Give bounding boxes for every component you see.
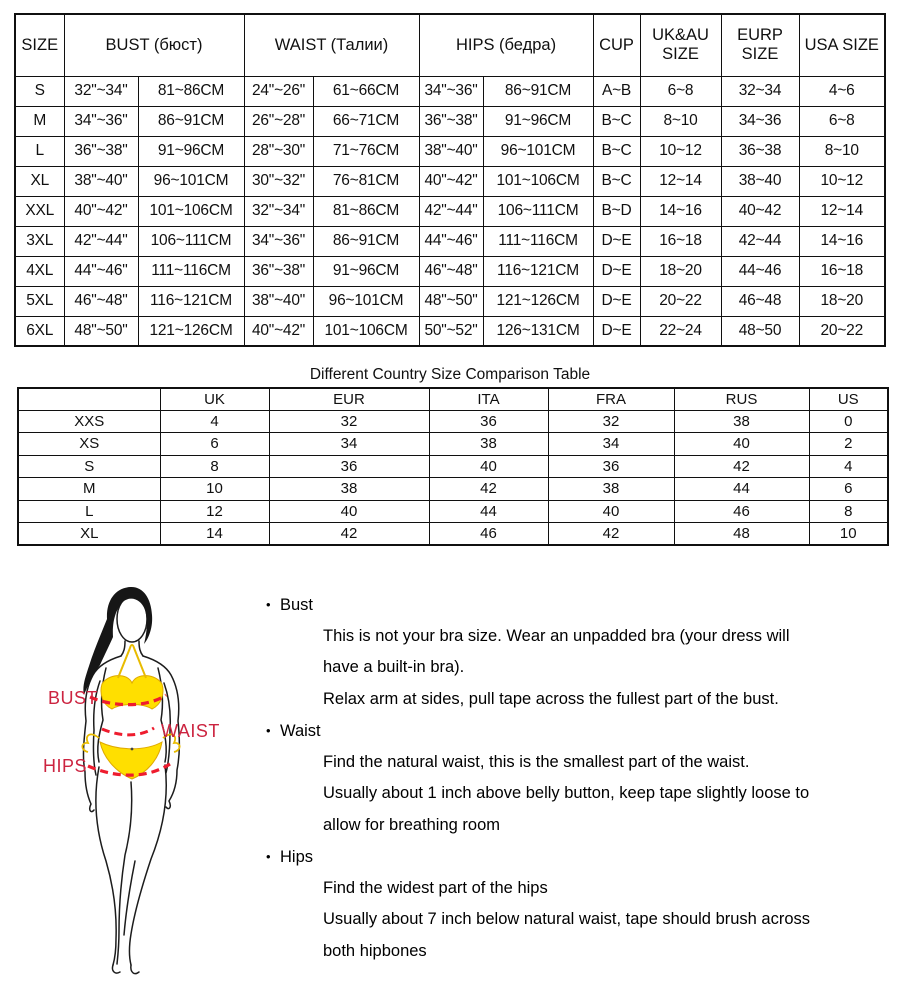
waist-inch-cell: 26"~28" [244,106,313,136]
waist-inch-cell: 40"~42" [244,316,313,346]
hips-cm-cell: 121~126CM [483,286,593,316]
hips-inch-cell: 44"~46" [419,226,483,256]
comparison-header-row [18,388,888,410]
col-header-usa-size: USA SIZE [799,14,885,76]
col-header-fra: FRA [548,388,674,410]
waist-cm-cell: 101~106CM [313,316,419,346]
eur-value-cell: 34 [269,433,429,456]
eurp-size-cell: 46~48 [721,286,799,316]
size-table-header-row [15,14,885,76]
eur-value-cell: 36 [269,455,429,478]
fra-value-cell: 34 [548,433,674,456]
bust-cm-cell: 111~116CM [138,256,244,286]
hips-cm-cell: 106~111CM [483,196,593,226]
rus-value-cell: 46 [674,500,809,523]
rus-value-cell: 40 [674,433,809,456]
waist-cm-cell: 76~81CM [313,166,419,196]
hips-cm-cell: 126~131CM [483,316,593,346]
fra-value-cell: 42 [548,523,674,546]
comparison-row [18,478,888,501]
us-value-cell: 6 [809,478,888,501]
col-header-rus: RUS [674,388,809,410]
hips-inch-cell: 36"~38" [419,106,483,136]
cup-cell: B~C [593,166,640,196]
fra-value-cell: 38 [548,478,674,501]
col-header-waist: WAIST (Талии) [244,14,419,76]
bullet-icon: • [266,849,271,864]
waist-inch-cell: 24"~26" [244,76,313,106]
usa-size-cell: 20~22 [799,316,885,346]
eur-value-cell: 38 [269,478,429,501]
waist-measure-line [102,728,154,735]
bust-inch-cell: 34"~36" [64,106,138,136]
hips-inch-cell: 48"~50" [419,286,483,316]
waist-inch-cell: 38"~40" [244,286,313,316]
hips-cm-cell: 101~106CM [483,166,593,196]
size-label-cell: 3XL [15,226,64,256]
eurp-size-cell: 42~44 [721,226,799,256]
hips-inch-cell: 38"~40" [419,136,483,166]
guide-text-line: Find the widest part of the hips [323,878,548,897]
size-label-cell: 4XL [15,256,64,286]
ukau-size-cell: 10~12 [640,136,721,166]
usa-size-cell: 6~8 [799,106,885,136]
usa-size-cell: 18~20 [799,286,885,316]
us-value-cell: 2 [809,433,888,456]
comparison-row [18,523,888,546]
waist-cm-cell: 91~96CM [313,256,419,286]
cup-cell: B~C [593,136,640,166]
guide-section-name: Waist [280,722,321,740]
col-header-size: SIZE [15,14,64,76]
ita-value-cell: 36 [429,410,548,433]
rus-value-cell: 44 [674,478,809,501]
bust-inch-cell: 44"~46" [64,256,138,286]
bust-cm-cell: 96~101CM [138,166,244,196]
fra-value-cell: 36 [548,455,674,478]
ita-value-cell: 44 [429,500,548,523]
measurement-figure-illustration [22,570,242,980]
comparison-size-label: M [18,478,160,501]
bust-inch-cell: 38"~40" [64,166,138,196]
rus-value-cell: 48 [674,523,809,546]
bullet-icon: • [266,723,271,738]
size-table-row [15,76,885,106]
cup-cell: D~E [593,256,640,286]
usa-size-cell: 10~12 [799,166,885,196]
us-value-cell: 8 [809,500,888,523]
comparison-row [18,433,888,456]
size-table-row [15,166,885,196]
cup-cell: B~D [593,196,640,226]
eurp-size-cell: 36~38 [721,136,799,166]
bullet-icon: • [266,597,271,612]
guide-section-title [266,589,894,621]
comparison-row [18,455,888,478]
comparison-size-label: XL [18,523,160,546]
us-value-cell: 0 [809,410,888,433]
col-header-ukau-size: UK&AU SIZE [640,14,721,76]
size-table-row [15,196,885,226]
hips-cm-cell: 111~116CM [483,226,593,256]
size-table-row [15,106,885,136]
hips-cm-cell: 86~91CM [483,76,593,106]
cup-cell: D~E [593,226,640,256]
us-value-cell: 4 [809,455,888,478]
waist-cm-cell: 86~91CM [313,226,419,256]
bust-inch-cell: 48"~50" [64,316,138,346]
bust-cm-cell: 121~126CM [138,316,244,346]
comparison-row [18,410,888,433]
ukau-size-cell: 8~10 [640,106,721,136]
guide-text-line: Find the natural waist, this is the smallest part of the waist. [323,752,750,771]
waist-inch-cell: 28"~30" [244,136,313,166]
ita-value-cell: 40 [429,455,548,478]
guide-section-title [266,715,894,747]
bust-cm-cell: 91~96CM [138,136,244,166]
bust-cm-cell: 81~86CM [138,76,244,106]
usa-size-cell: 8~10 [799,136,885,166]
ita-value-cell: 38 [429,433,548,456]
bust-label: BUST [48,688,99,708]
guide-section-bust [266,589,894,715]
waist-cm-cell: 66~71CM [313,106,419,136]
fra-value-cell: 40 [548,500,674,523]
comparison-size-label: XXS [18,410,160,433]
ita-value-cell: 42 [429,478,548,501]
waist-cm-cell: 81~86CM [313,196,419,226]
ukau-size-cell: 6~8 [640,76,721,106]
guide-text-line: Usually about 1 inch above belly button, keep tape slightly loose to [323,784,810,802]
size-table [14,13,886,347]
fra-value-cell: 32 [548,410,674,433]
size-table-row [15,136,885,166]
usa-size-cell: 12~14 [799,196,885,226]
usa-size-cell: 4~6 [799,76,885,106]
ukau-size-cell: 14~16 [640,196,721,226]
usa-size-cell: 14~16 [799,226,885,256]
comparison-table [17,387,889,546]
rus-value-cell: 42 [674,455,809,478]
bust-cm-cell: 86~91CM [138,106,244,136]
size-label-cell: S [15,76,64,106]
size-label-cell: M [15,106,64,136]
guide-section-title [266,841,894,873]
rus-value-cell: 38 [674,410,809,433]
waist-label: WAIST [161,721,220,741]
uk-value-cell: 6 [160,433,269,456]
waist-cm-cell: 61~66CM [313,76,419,106]
cup-cell: D~E [593,286,640,316]
guide-text-line: This is not your bra size. Wear an unpadded bra (your dress will [323,626,790,645]
cup-cell: D~E [593,316,640,346]
hips-inch-cell: 34"~36" [419,76,483,106]
uk-value-cell: 14 [160,523,269,546]
navel [131,748,134,751]
eurp-size-cell: 40~42 [721,196,799,226]
guide-text-line: both hipbones [323,941,427,960]
uk-value-cell: 8 [160,455,269,478]
usa-size-cell: 16~18 [799,256,885,286]
guide-text-line: Relax arm at sides, pull tape across the fullest part of the bust. [323,689,779,708]
eur-value-cell: 32 [269,410,429,433]
cup-cell: A~B [593,76,640,106]
eurp-size-cell: 38~40 [721,166,799,196]
bust-cm-cell: 116~121CM [138,286,244,316]
bust-inch-cell: 36"~38" [64,136,138,166]
ita-value-cell: 46 [429,523,548,546]
eurp-size-cell: 48~50 [721,316,799,346]
size-table-row [15,256,885,286]
ukau-size-cell: 20~22 [640,286,721,316]
waist-inch-cell: 34"~36" [244,226,313,256]
ukau-size-cell: 22~24 [640,316,721,346]
hips-cm-cell: 96~101CM [483,136,593,166]
guide-text-line: Usually about 7 inch below natural waist, tape should brush across [323,910,811,928]
guide-text-line: allow for breathing room [323,815,501,834]
guide-section-hips [266,841,894,967]
waist-inch-cell: 32"~34" [244,196,313,226]
eurp-size-cell: 32~34 [721,76,799,106]
col-header-ita: ITA [429,388,548,410]
size-label-cell: XL [15,166,64,196]
size-table-row [15,286,885,316]
hips-label: HIPS [43,756,88,776]
hips-inch-cell: 50"~52" [419,316,483,346]
hips-cm-cell: 91~96CM [483,106,593,136]
comparison-size-label: XS [18,433,160,456]
guide-section-name: Hips [280,848,314,866]
col-header-us: US [809,388,888,410]
waist-inch-cell: 30"~32" [244,166,313,196]
bikini-straps [118,645,146,678]
size-label-cell: L [15,136,64,166]
measuring-guide [266,589,894,967]
uk-value-cell: 10 [160,478,269,501]
hips-inch-cell: 42"~44" [419,196,483,226]
eurp-size-cell: 34~36 [721,106,799,136]
us-value-cell: 10 [809,523,888,546]
size-label-cell: XXL [15,196,64,226]
ukau-size-cell: 12~14 [640,166,721,196]
hips-inch-cell: 40"~42" [419,166,483,196]
col-header-hips: HIPS (бедра) [419,14,593,76]
col-header-uk: UK [160,388,269,410]
col-header-cup: CUP [593,14,640,76]
waist-cm-cell: 96~101CM [313,286,419,316]
size-table-row [15,316,885,346]
size-table-row [15,226,885,256]
ukau-size-cell: 16~18 [640,226,721,256]
bust-inch-cell: 46"~48" [64,286,138,316]
col-header-eurp-size: EURP SIZE [721,14,799,76]
hips-inch-cell: 46"~48" [419,256,483,286]
guide-section-waist [266,715,894,841]
comparison-size-label: L [18,500,160,523]
bust-inch-cell: 40"~42" [64,196,138,226]
uk-value-cell: 12 [160,500,269,523]
bust-cm-cell: 101~106CM [138,196,244,226]
col-header-bust: BUST (бюст) [64,14,244,76]
col-header-blank [18,388,160,410]
bust-inch-cell: 32"~34" [64,76,138,106]
bust-cm-cell: 106~111CM [138,226,244,256]
eur-value-cell: 42 [269,523,429,546]
waist-inch-cell: 36"~38" [244,256,313,286]
size-label-cell: 6XL [15,316,64,346]
bust-inch-cell: 42"~44" [64,226,138,256]
size-label-cell: 5XL [15,286,64,316]
guide-section-name: Bust [280,596,314,614]
comparison-size-label: S [18,455,160,478]
guide-text-line: have a built-in bra). [323,658,465,676]
comparison-row [18,500,888,523]
cup-cell: B~C [593,106,640,136]
hips-cm-cell: 116~121CM [483,256,593,286]
eurp-size-cell: 44~46 [721,256,799,286]
comparison-table-title: Different Country Size Comparison Table [309,366,591,383]
eur-value-cell: 40 [269,500,429,523]
ukau-size-cell: 18~20 [640,256,721,286]
waist-cm-cell: 71~76CM [313,136,419,166]
uk-value-cell: 4 [160,410,269,433]
col-header-eur: EUR [269,388,429,410]
